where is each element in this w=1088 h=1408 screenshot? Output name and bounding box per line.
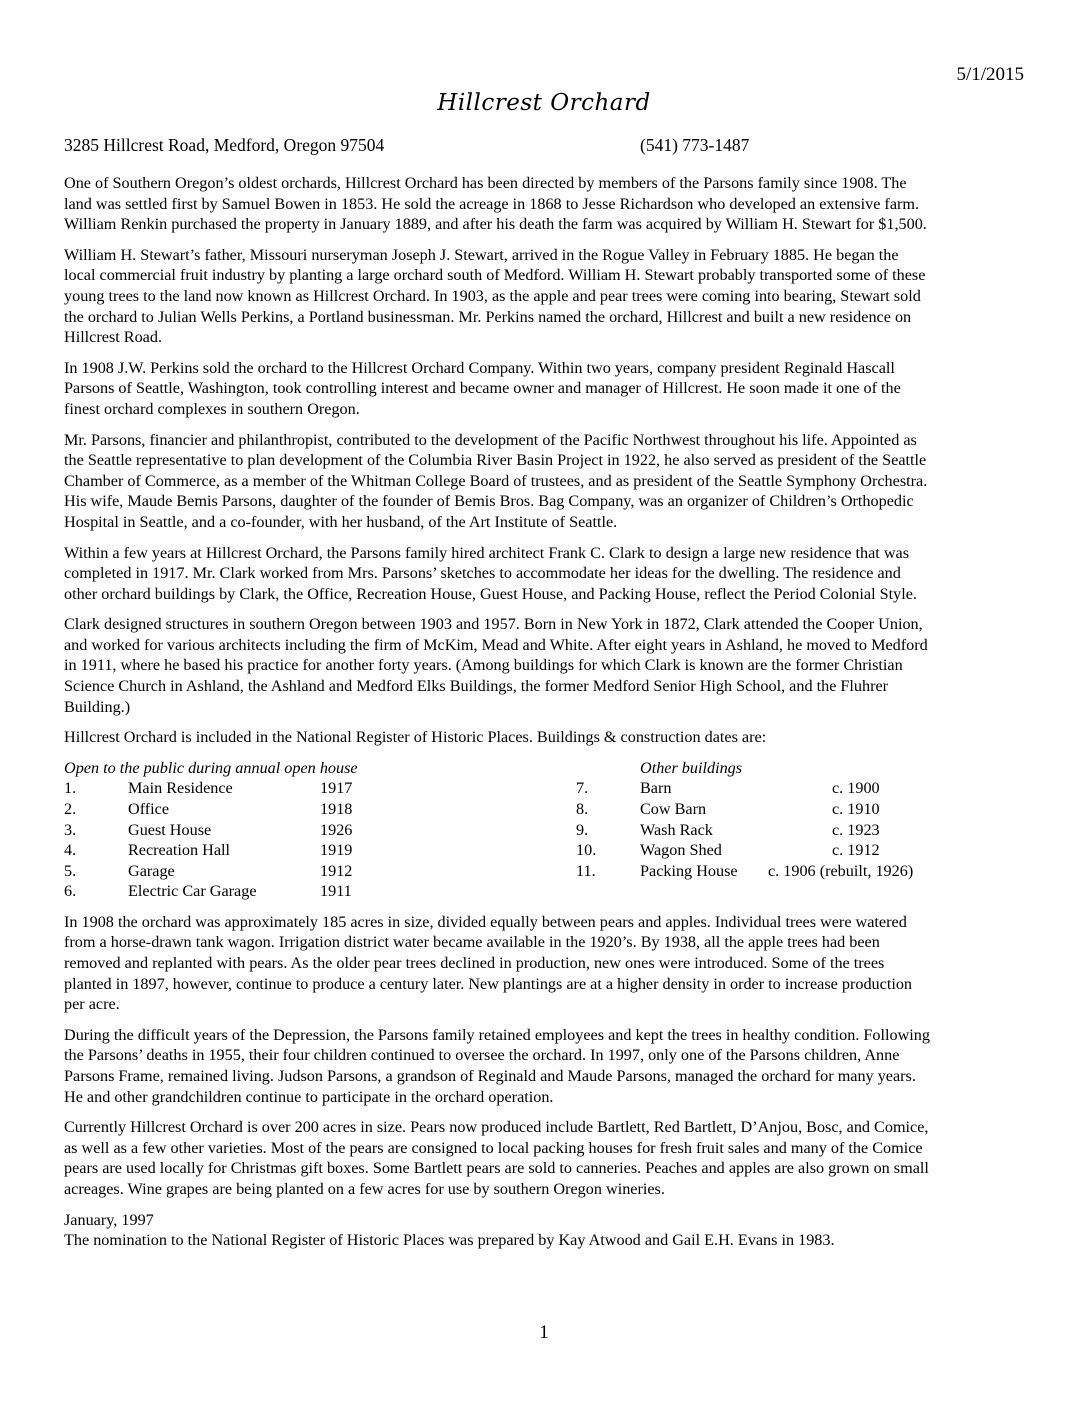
- paragraph: [64, 245, 1024, 348]
- paragraph-line: from a horse-drawn tank wagon. Irrigation district water became available in the 1920’s. By 1938, all the apple trees had been: [64, 933, 880, 952]
- paragraph-line: Hospital in Seattle, and a co-founder, with her husband, of the Art Institute of Seattle.: [64, 512, 618, 531]
- building-number: 4.: [64, 841, 77, 860]
- paragraph-line: pears are used locally for Christmas gift boxes. Some Bartlett pears are sold to canneries. Peaches and apples are also grown on small: [64, 1159, 929, 1178]
- paragraph-line: Mr. Parsons, financier and philanthropist, contributed to the development of the Pacific Northwest throughout his life. Appointed as: [64, 430, 917, 449]
- building-year: c. 1906 (rebuilt, 1926): [768, 861, 914, 880]
- building-year: 1917: [320, 779, 353, 798]
- building-name: Recreation Hall: [128, 841, 231, 860]
- building-year: c. 1923: [832, 820, 880, 839]
- paragraph-line: the Parsons’ deaths in 1955, their four children continued to oversee the orchard. In 1997, only one of the Parsons children, Anne: [64, 1046, 900, 1065]
- building-name: Main Residence: [128, 779, 233, 798]
- building-year: 1919: [320, 841, 353, 860]
- closing-date: January, 1997: [64, 1210, 154, 1229]
- other-building-row: [64, 861, 1024, 882]
- closing-note: [64, 1210, 1024, 1251]
- building-name: Guest House: [128, 820, 212, 839]
- paragraph-line: finest orchard complexes in southern Oregon.: [64, 399, 360, 418]
- paragraph-group-current: [64, 912, 1024, 1200]
- building-name: Garage: [128, 861, 175, 880]
- paragraph-line: Science Church in Ashland, the Ashland and Medford Elks Buildings, the former Medford Senior High School, and the Fluhrer: [64, 677, 889, 696]
- building-number: 5.: [64, 861, 77, 880]
- paragraph-line: Chamber of Commerce, as a member of the Whitman College Board of trustees, and as president of the Seattle Symphony Orchestra.: [64, 471, 928, 490]
- other-buildings-caption: Other buildings: [640, 758, 743, 777]
- paragraph-line: He and other grandchildren continue to participate in the orchard operation.: [64, 1087, 554, 1106]
- paragraph-line: Parsons Frame, remained living. Judson Parsons, a grandson of Reginald and Maude Parsons, managed the orchard for many years.: [64, 1067, 916, 1085]
- building-number: 8.: [576, 800, 589, 819]
- paragraph-line: per acre.: [64, 995, 120, 1014]
- other-building-row: [64, 820, 1024, 841]
- building-number: 9.: [576, 820, 589, 839]
- building-year: 1912: [320, 861, 353, 880]
- paragraph-line: removed and replanted with pears. As the older pear trees declined in production, new ones were introduced. Some of the trees: [64, 954, 885, 973]
- paragraph-line: other orchard buildings by Clark, the Office, Recreation House, Guest House, and Packing House, reflect the Period Colonial Style.: [64, 584, 917, 603]
- register-intro-text: Hillcrest Orchard is included in the National Register of Historic Places. Buildings & construction dates are:: [64, 728, 767, 747]
- building-name: Barn: [640, 779, 672, 798]
- building-year: c. 1912: [832, 841, 880, 860]
- paragraph-line: In 1908 J.W. Perkins sold the orchard to the Hillcrest Orchard Company. Within two years, company president Reginald Hascall: [64, 358, 895, 377]
- paragraph-line: the orchard to Julian Wells Perkins, a Portland businessman. Mr. Perkins named the orchard, Hillcrest and built a new residence on: [64, 307, 912, 326]
- building-number: 11.: [576, 861, 596, 880]
- paragraph: [64, 614, 1024, 717]
- open-building-row: [64, 881, 1024, 902]
- building-number: 2.: [64, 800, 77, 819]
- building-name: Packing House: [640, 861, 738, 880]
- building-name: Cow Barn: [640, 800, 707, 819]
- other-building-row: [64, 840, 1024, 861]
- paragraph-line: the Seattle representative to plan development of the Columbia River Basin Project in 1922, he also served as president of the Seattle: [64, 451, 927, 470]
- paragraph-line: as well as a few other varieties. Most of the pears are consigned to local packing houses for fresh fruit sales and many of the Comice: [64, 1138, 923, 1157]
- building-number: 10.: [576, 841, 597, 860]
- building-name: Office: [128, 800, 170, 819]
- building-number: 1.: [64, 779, 77, 798]
- paragraph-line: In 1908 the orchard was approximately 185 acres in size, divided equally between pears and apples. Individual trees were watered: [64, 912, 907, 931]
- paragraph: [64, 430, 1024, 533]
- buildings-list: [64, 758, 1024, 902]
- paragraph: [64, 173, 1024, 235]
- paragraph-line: young trees to the land now known as Hillcrest Orchard. In 1903, as the apple and pear trees were coming into bearing, Stewart sold: [64, 286, 921, 305]
- paragraph: [64, 912, 1024, 1015]
- paragraph-line: Clark designed structures in southern Oregon between 1903 and 1957. Born in New York in 1872, Clark attended the Cooper Union,: [64, 615, 923, 634]
- register-intro: [64, 727, 1024, 748]
- paragraph: [64, 1025, 1024, 1107]
- building-name: Wash Rack: [640, 820, 713, 839]
- building-number: 6.: [64, 882, 77, 901]
- document-body: [64, 173, 1024, 1261]
- other-building-row: [64, 799, 1024, 820]
- paragraph-line: local commercial fruit industry by planting a large orchard south of Medford. William H. Stewart probably transported some of these: [64, 266, 926, 285]
- paragraph-group-history: [64, 173, 1024, 717]
- paragraph-line: and worked for various architects including the firm of McKim, Mead and White. After eight years in Ashland, he moved to Medford: [64, 635, 928, 654]
- paragraph: [64, 358, 1024, 420]
- paragraph-line: in 1911, where he based his practice for another forty years. (Among buildings for which Clark is known are the former Christian: [64, 656, 903, 675]
- building-year: c. 1900: [832, 779, 880, 798]
- building-name: Wagon Shed: [640, 841, 722, 860]
- paragraph-line: land was settled first by Samuel Bowen in 1853. He sold the acreage in 1868 to Jesse Richardson who developed an extensive farm.: [64, 194, 920, 213]
- paragraph-line: planted in 1897, however, continue to produce a century later. New plantings are at a higher density in order to increase production: [64, 974, 913, 993]
- building-year: c. 1910: [832, 800, 880, 819]
- paragraph: [64, 543, 1024, 605]
- other-building-row: [64, 778, 1024, 799]
- paragraph-line: During the difficult years of the Depression, the Parsons family retained employees and kept the trees in healthy condition. Following: [64, 1025, 930, 1044]
- paragraph: [64, 1117, 1024, 1199]
- paragraph-line: acreages. Wine grapes are being planted on a few acres for use by southern Oregon wineries.: [64, 1179, 665, 1198]
- building-number: 3.: [64, 820, 77, 839]
- paragraph-line: One of Southern Oregon’s oldest orchards, Hillcrest Orchard has been directed by members of the Parsons family since 1908. The: [64, 174, 907, 192]
- paragraph-line: William H. Stewart’s father, Missouri nurseryman Joseph J. Stewart, arrived in the Rogue Valley in February 1885. He began the: [64, 245, 899, 264]
- open-buildings-caption: Open to the public during annual open house: [64, 758, 358, 777]
- building-year: 1918: [320, 800, 353, 819]
- paragraph-line: Parsons of Seattle, Washington, took controlling interest and became owner and manager of Hillcrest. He soon made it one of the: [64, 379, 901, 398]
- building-number: 7.: [576, 779, 589, 798]
- document-title: Hillcrest Orchard: [437, 90, 651, 116]
- paragraph-line: William Renkin purchased the property in January 1889, and after his death the farm was acquired by William H. Stewart for $1,500.: [64, 215, 927, 234]
- building-name: Electric Car Garage: [128, 882, 257, 901]
- paragraph-line: Within a few years at Hillcrest Orchard, the Parsons family hired architect Frank C. Clark to design a large new residence that was: [64, 543, 910, 562]
- paragraph-line: completed in 1917. Mr. Clark worked from Mrs. Parsons’ sketches to accommodate her ideas for the dwelling. The residence and: [64, 564, 901, 583]
- phone-number: (541) 773-1487: [640, 135, 750, 155]
- address: 3285 Hillcrest Road, Medford, Oregon 97504: [64, 135, 385, 155]
- building-year: 1926: [320, 820, 353, 839]
- paragraph-line: His wife, Maude Bemis Parsons, daughter of the founder of Bemis Bros. Bag Company, was an organizer of Children’s Orthopedic: [64, 492, 914, 511]
- building-year: 1911: [320, 882, 352, 901]
- paragraph-line: Currently Hillcrest Orchard is over 200 acres in size. Pears now produced include Bartlett, Red Bartlett, D’Anjou, Bosc, and Comice,: [64, 1118, 929, 1137]
- paragraph-line: Building.): [64, 697, 131, 716]
- document-date: 5/1/2015: [956, 64, 1024, 85]
- closing-note-text: The nomination to the National Register of Historic Places was prepared by Kay Atwood and Gail E.H. Evans in 1983.: [64, 1231, 835, 1250]
- page-number: 1: [539, 1322, 549, 1343]
- paragraph-line: Hillcrest Road.: [64, 328, 163, 347]
